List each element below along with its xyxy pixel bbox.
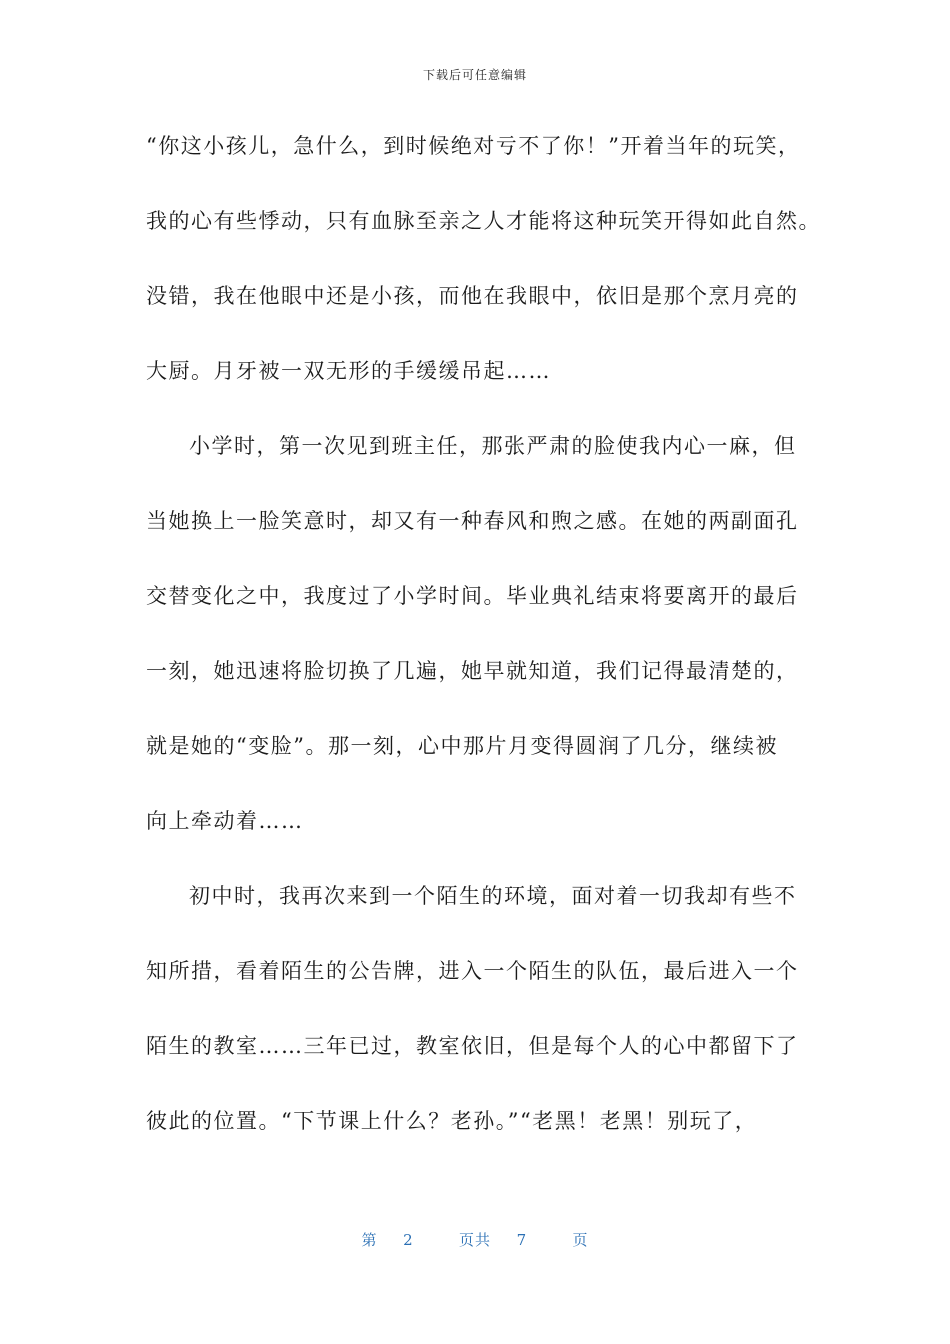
footer-prefix: 第 (361, 1231, 378, 1249)
footer-middle: 页共 (458, 1231, 491, 1249)
text-line: 知所措，看着陌生的公告牌，进入一个陌生的队伍，最后进入一个 (146, 959, 799, 983)
current-page-number: 2 (403, 1231, 414, 1249)
text-line: 大厨。月牙被一双无形的手缓缓吊起…… (146, 359, 551, 383)
text-line: 小学时，第一次见到班主任，那张严肃的脸使我内心一麻，但 (189, 434, 797, 458)
footer-suffix: 页 (572, 1231, 589, 1249)
paragraph (146, 876, 816, 1176)
page-header: 下载后可任意编辑 (422, 68, 527, 82)
text-line: 交替变化之中，我度过了小学时间。毕业典礼结束将要离开的最后 (146, 584, 799, 608)
document-body (146, 126, 821, 1176)
text-line: 当她换上一脸笑意时，却又有一种春风和煦之感。在她的两副面孔 (146, 509, 799, 533)
text-line: 没错，我在他眼中还是小孩，而他在我眼中，依旧是那个烹月亮的 (146, 284, 799, 308)
paragraph (146, 426, 816, 876)
paragraph (146, 126, 821, 426)
text-line: “你这小孩儿，急什么，到时候绝对亏不了你！”开着当年的玩笑， (146, 134, 801, 158)
text-line: 一刻，她迅速将脸切换了几遍，她早就知道，我们记得最清楚的， (146, 659, 799, 683)
text-line: 就是她的“变脸”。那一刻，心中那片月变得圆润了几分，继续被 (146, 734, 778, 758)
text-line: 向上牵动着…… (146, 809, 304, 833)
text-line: 初中时，我再次来到一个陌生的环境，面对着一切我却有些不 (189, 884, 797, 908)
page-footer (0, 1229, 950, 1250)
text-line: 彼此的位置。“下节课上什么？老孙。”“老黑！老黑！别玩了， (146, 1109, 758, 1133)
total-pages-number: 7 (516, 1231, 528, 1249)
text-line: 陌生的教室……三年已过，教室依旧，但是每个人的心中都留下了 (146, 1034, 799, 1058)
text-line: 我的心有些悸动，只有血脉至亲之人才能将这种玩笑开得如此自然。 (146, 209, 821, 233)
